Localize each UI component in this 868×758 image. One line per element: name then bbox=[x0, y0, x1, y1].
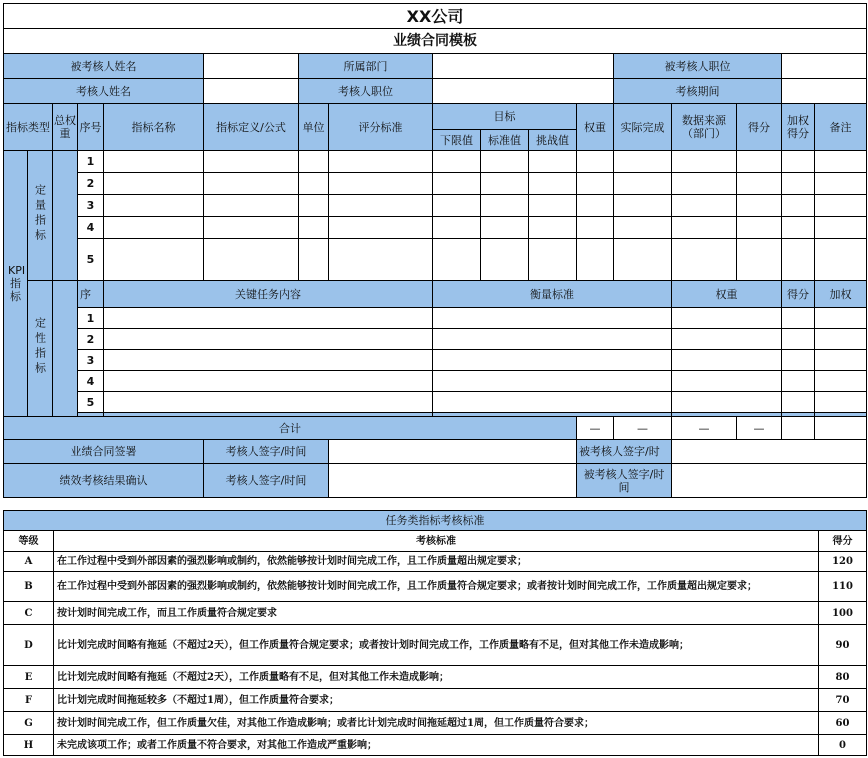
examinee-position-label: 被考核人职位 bbox=[614, 54, 782, 79]
qual-col-score: 得分 bbox=[782, 281, 815, 308]
examiner-sign-field-2[interactable] bbox=[329, 464, 577, 498]
col-total-weight: 总权重 bbox=[53, 104, 78, 151]
col-actual: 实际完成 bbox=[614, 104, 672, 151]
standard-cell: 比计划完成时间略有拖延（不超过2天），但工作质量符合规定要求；或者按计划时间完成工作，工作质量略有不足，但对其他工作未造成影响； bbox=[54, 625, 819, 666]
col-scoring-standard: 评分标准 bbox=[329, 104, 433, 151]
quant-row bbox=[4, 195, 867, 217]
qual-row bbox=[4, 308, 867, 329]
examiner-name-field[interactable] bbox=[204, 79, 299, 104]
standard-cell: 比计划完成时间略有拖延（不超过2天），工作质量略有不足，但对其他工作未造成影响； bbox=[54, 666, 819, 689]
col-grade: 等级 bbox=[4, 531, 54, 552]
col-definition: 指标定义/公式 bbox=[204, 104, 299, 151]
table-row bbox=[4, 666, 867, 689]
template-title: 业绩合同模板 bbox=[4, 29, 867, 54]
table-row bbox=[4, 625, 867, 666]
col-indicator-name: 指标名称 bbox=[104, 104, 204, 151]
total-label: 合计 bbox=[4, 417, 577, 440]
task-standard-table bbox=[3, 510, 867, 756]
total-weight-dash: — bbox=[577, 417, 614, 440]
qual-row bbox=[4, 392, 867, 413]
standard-cell: 在工作过程中受到外部因素的强烈影响或制约，依然能够按计划时间完成工作，且工作质量符合规定要求；或者按计划时间完成工作，工作质量超出规定要求； bbox=[54, 572, 819, 602]
col-weighted-score: 加权得分 bbox=[782, 104, 815, 151]
examiner-position-label: 考核人职位 bbox=[299, 79, 433, 104]
quant-seq: 1 bbox=[78, 151, 104, 173]
col-remark: 备注 bbox=[815, 104, 867, 151]
qual-row bbox=[4, 329, 867, 350]
qual-seq: 1 bbox=[78, 308, 104, 329]
qual-row bbox=[4, 371, 867, 392]
examiner-sign-label-1: 考核人签字/时间 bbox=[204, 440, 329, 464]
examinee-name-field[interactable] bbox=[204, 54, 299, 79]
quant-row bbox=[4, 151, 867, 173]
quant-seq: 3 bbox=[78, 195, 104, 217]
col-indicator-type: 指标类型 bbox=[4, 104, 53, 151]
col-target-lower: 下限值 bbox=[433, 130, 481, 151]
standard-cell: 按计划时间完成工作，而且工作质量符合规定要求 bbox=[54, 602, 819, 625]
total-score-dash: — bbox=[737, 417, 782, 440]
col-seq: 序号 bbox=[78, 104, 104, 151]
qual-col-weighted: 加权 bbox=[815, 281, 867, 308]
qual-col-weight: 权重 bbox=[672, 281, 782, 308]
quantitative-label bbox=[28, 151, 53, 281]
examinee-name-label: 被考核人姓名 bbox=[4, 54, 204, 79]
score-cell: 60 bbox=[819, 712, 867, 735]
score-cell: 100 bbox=[819, 602, 867, 625]
total-weighted-cell[interactable] bbox=[782, 417, 815, 440]
qual-total-weight-cell[interactable] bbox=[53, 281, 78, 417]
col-unit: 单位 bbox=[299, 104, 329, 151]
qual-col-seq: 序 bbox=[78, 281, 104, 308]
examinee-sign-field-1[interactable] bbox=[672, 440, 867, 464]
col-target-challenge: 挑战值 bbox=[529, 130, 577, 151]
qualitative-label-text: 定性指标 bbox=[33, 317, 47, 377]
grade-cell: C bbox=[4, 602, 54, 625]
department-label: 所属部门 bbox=[299, 54, 433, 79]
table-row bbox=[4, 735, 867, 756]
grade-cell: D bbox=[4, 625, 54, 666]
standard-cell: 比计划完成时间拖延较多（不超过1周），但工作质量符合要求； bbox=[54, 689, 819, 712]
score-cell: 0 bbox=[819, 735, 867, 756]
col-score-header: 得分 bbox=[819, 531, 867, 552]
score-cell: 80 bbox=[819, 666, 867, 689]
grade-cell: A bbox=[4, 552, 54, 572]
period-label: 考核期间 bbox=[614, 79, 782, 104]
examiner-sign-label-2: 考核人签字/时间 bbox=[204, 464, 329, 498]
quant-seq: 5 bbox=[78, 239, 104, 281]
quant-seq: 4 bbox=[78, 217, 104, 239]
table-row bbox=[4, 602, 867, 625]
col-target-standard: 标准值 bbox=[481, 130, 529, 151]
result-confirm-label: 绩效考核结果确认 bbox=[4, 464, 204, 498]
total-source-dash: — bbox=[672, 417, 737, 440]
score-cell: 110 bbox=[819, 572, 867, 602]
col-standard: 考核标准 bbox=[54, 531, 819, 552]
standard-cell: 按计划时间完成工作，但工作质量欠佳，对其他工作造成影响；或者比计划完成时间拖延超过1周，但工作质量符合要求； bbox=[54, 712, 819, 735]
quant-row bbox=[4, 173, 867, 195]
total-actual-dash: — bbox=[614, 417, 672, 440]
table-row bbox=[4, 689, 867, 712]
grade-cell: E bbox=[4, 666, 54, 689]
examiner-name-label: 考核人姓名 bbox=[4, 79, 204, 104]
examiner-sign-field-1[interactable] bbox=[329, 440, 577, 464]
task-table-title: 任务类指标考核标准 bbox=[4, 511, 867, 531]
qual-seq: 2 bbox=[78, 329, 104, 350]
quant-total-weight-cell[interactable] bbox=[53, 151, 78, 281]
qual-col-task: 关键任务内容 bbox=[104, 281, 433, 308]
qual-seq: 5 bbox=[78, 392, 104, 413]
qual-seq: 3 bbox=[78, 350, 104, 371]
standard-cell: 未完成该项工作；或者工作质量不符合要求，对其他工作造成严重影响； bbox=[54, 735, 819, 756]
examinee-sign-field-2[interactable] bbox=[672, 464, 867, 498]
quantitative-label-text: 定量指标 bbox=[33, 184, 47, 244]
period-field[interactable] bbox=[782, 79, 867, 104]
contract-sign-label: 业绩合同签署 bbox=[4, 440, 204, 464]
examiner-position-field[interactable] bbox=[433, 79, 614, 104]
grade-cell: H bbox=[4, 735, 54, 756]
kpi-label: KPI指标 bbox=[4, 151, 28, 417]
examinee-position-field[interactable] bbox=[782, 54, 867, 79]
standard-cell: 在工作过程中受到外部因素的强烈影响或制约，依然能够按计划时间完成工作，且工作质量超出规定要求； bbox=[54, 552, 819, 572]
quant-row bbox=[4, 217, 867, 239]
qual-col-measure: 衡量标准 bbox=[433, 281, 672, 308]
qual-row bbox=[4, 350, 867, 371]
quant-row bbox=[4, 239, 867, 281]
score-cell: 70 bbox=[819, 689, 867, 712]
examinee-sign-label-1: 被考核人签字/时 bbox=[577, 440, 672, 464]
grade-cell: B bbox=[4, 572, 54, 602]
qualitative-label bbox=[28, 281, 53, 417]
grade-cell: G bbox=[4, 712, 54, 735]
col-target: 目标 bbox=[433, 104, 577, 130]
col-score: 得分 bbox=[737, 104, 782, 151]
grade-cell: F bbox=[4, 689, 54, 712]
total-remark-cell[interactable] bbox=[815, 417, 867, 440]
quant-seq: 2 bbox=[78, 173, 104, 195]
qual-seq: 4 bbox=[78, 371, 104, 392]
performance-contract-table bbox=[3, 3, 867, 498]
col-data-source: 数据来源（部门） bbox=[672, 104, 737, 151]
department-field[interactable] bbox=[433, 54, 614, 79]
examinee-sign-label-2: 被考核人签字/时间 bbox=[577, 464, 672, 498]
table-row bbox=[4, 552, 867, 572]
company-name: XX公司 bbox=[4, 4, 867, 29]
score-cell: 120 bbox=[819, 552, 867, 572]
score-cell: 90 bbox=[819, 625, 867, 666]
table-row bbox=[4, 572, 867, 602]
table-row bbox=[4, 712, 867, 735]
col-weight: 权重 bbox=[577, 104, 614, 151]
